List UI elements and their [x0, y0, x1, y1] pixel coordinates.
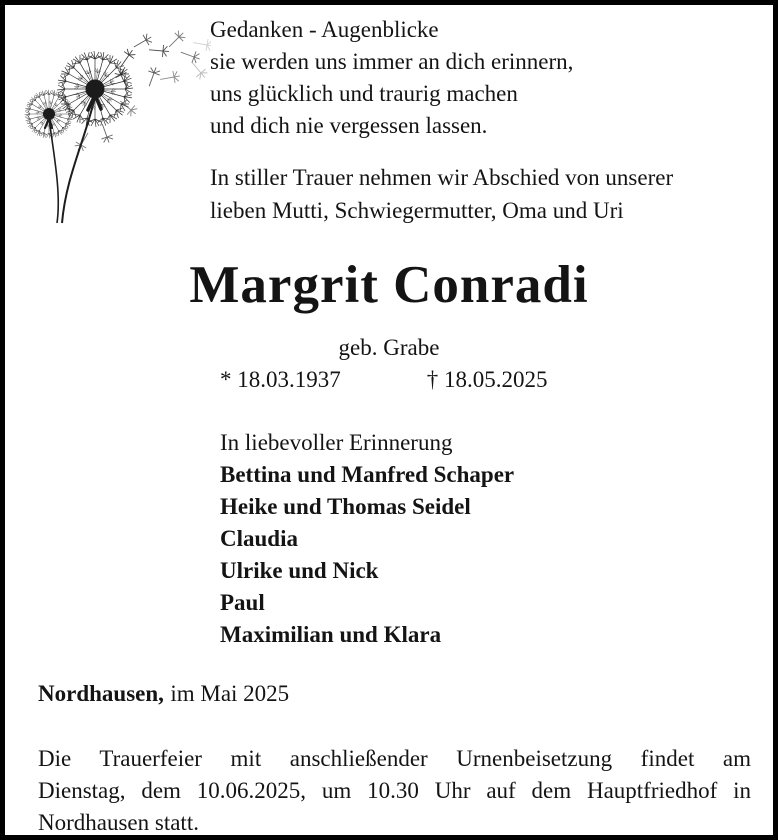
- mourner-name: Maximilian und Klara: [220, 622, 442, 647]
- mourner-name: Paul: [220, 590, 265, 615]
- poem-line: Gedanken - Augenblicke: [210, 17, 439, 42]
- funeral-line: Die Trauerfeier mit anschließender Urnenbeisetzung findet am: [38, 746, 751, 771]
- notice-date: im Mai 2025: [170, 681, 290, 706]
- poem-line: und dich nie vergessen lassen.: [210, 113, 488, 138]
- poem: [210, 14, 573, 142]
- memorial-section: [220, 427, 514, 651]
- dandelion-illustration: [11, 15, 211, 227]
- mourner-name: Ulrike und Nick: [220, 558, 379, 583]
- mourner-name: Heike und Thomas Seidel: [220, 494, 471, 519]
- intro-line: lieben Mutti, Schwiegermutter, Oma und Uri: [210, 198, 624, 223]
- place-name: Nordhausen,: [38, 681, 164, 706]
- death-date: † 18.05.2025: [426, 367, 548, 392]
- mourner-name: Claudia: [220, 526, 298, 551]
- funeral-line: Nordhausen statt.: [38, 810, 199, 835]
- mourner-name: Bettina und Manfred Schaper: [220, 462, 515, 487]
- intro-text: [210, 161, 673, 227]
- poem-line: sie werden uns immer an dich erinnern,: [210, 49, 574, 74]
- funeral-line: Dienstag, dem 10.06.2025, um 10.30 Uhr auf dem Hauptfriedhof in: [38, 778, 751, 803]
- deceased-name: Margrit Conradi: [189, 256, 589, 314]
- intro-line: In stiller Trauer nehmen wir Abschied von unserer: [210, 165, 674, 190]
- place-date-line: [38, 681, 289, 707]
- poem-line: uns glücklich und traurig machen: [210, 81, 518, 106]
- maiden-name: geb. Grabe: [338, 335, 440, 360]
- memorial-heading: In liebevoller Erinnerung: [220, 430, 453, 455]
- birth-date: * 18.03.1937: [220, 367, 341, 392]
- life-dates: [220, 367, 548, 393]
- funeral-announcement: [38, 743, 751, 839]
